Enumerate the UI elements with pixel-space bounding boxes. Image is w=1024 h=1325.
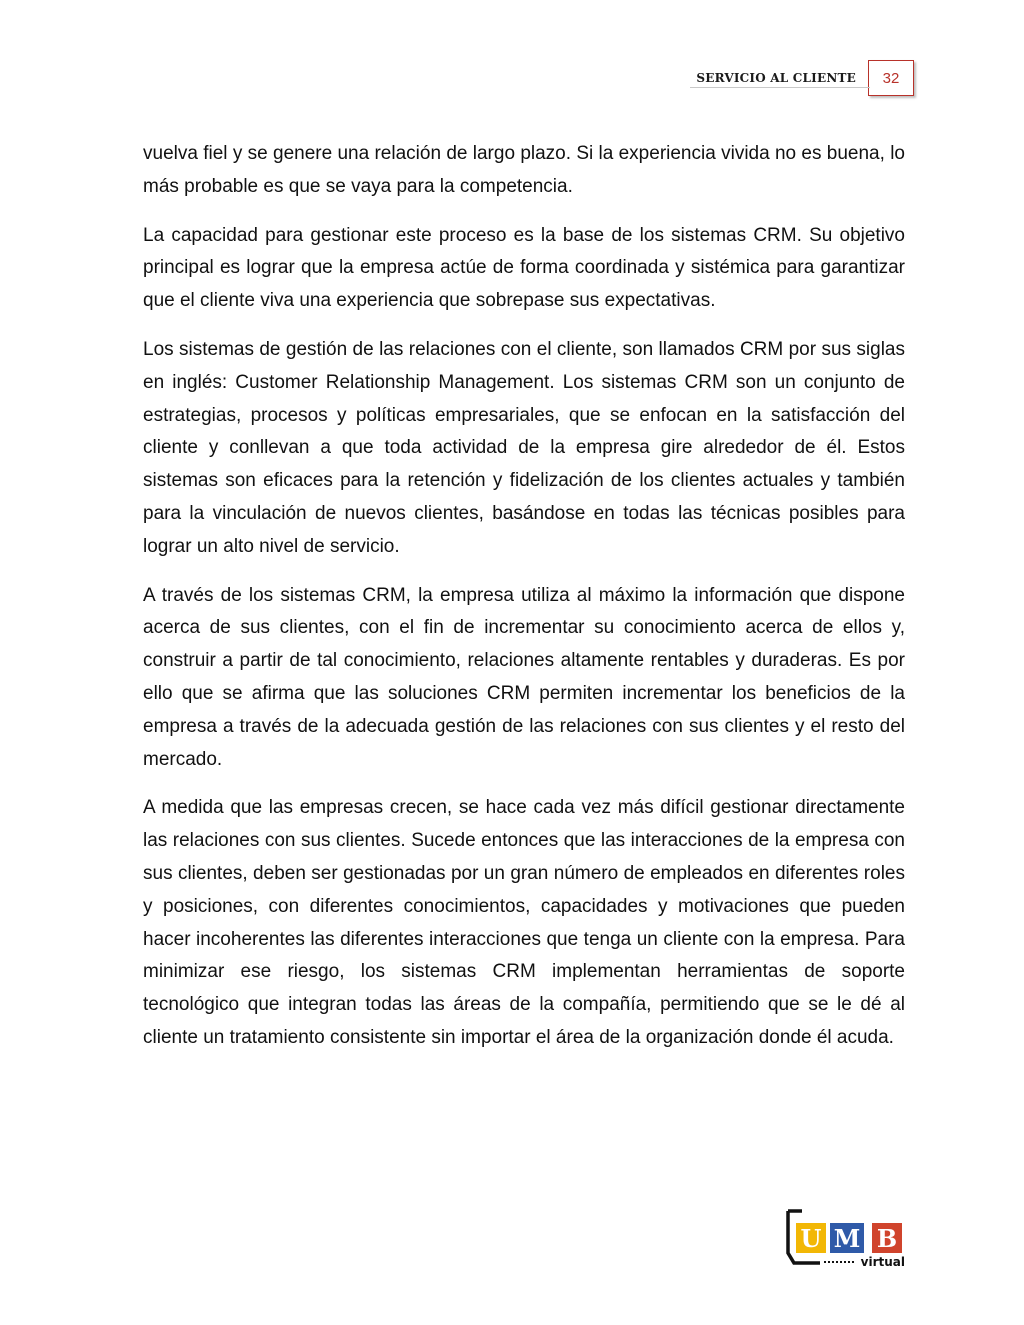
paragraph: A medida que las empresas crecen, se hace cada vez más difícil gestionar directamente las relaciones con sus clientes. Sucede entonces que las interacciones de la empresa con sus clientes, deben ser gestionadas por un gran número de empleados en diferentes roles y posiciones, con diferentes conocimientos, capacidades y motivaciones que pueden hacer incoherentes las diferentes interacciones que tenga un cliente con la empresa. Para minimizar ese riesgo, los sistemas CRM implementan herramientas de soporte tecnológico que integran todas las áreas de la compañía, permitiendo que se le dé al cliente un tratamiento consistente sin importar el área de la organización donde él acuda. bbox=[143, 797, 905, 1048]
page-header bbox=[696, 60, 914, 96]
header-rule bbox=[690, 87, 870, 88]
logo-virtual-text: virtual bbox=[860, 1255, 905, 1269]
umb-virtual-logo bbox=[780, 1205, 910, 1275]
paragraph: La capacidad para gestionar este proceso es la base de los sistemas CRM. Su objetivo principal es lograr que la empresa actúe de forma coordinada y sistémica para garantizar que el cliente viva una experiencia que sobrepase sus expectativas. bbox=[143, 224, 905, 312]
header-title: SERVICIO AL CLIENTE bbox=[696, 71, 856, 85]
logo-m-letter: M bbox=[833, 1224, 861, 1253]
body-text bbox=[143, 138, 905, 1071]
paragraph: Los sistemas de gestión de las relaciones con el cliente, son llamados CRM por sus siglas en inglés: Customer Relationship Management. Los sistemas CRM son un conjunto de estrategias, procesos y políticas empresariales, que se enfocan en la satisfacción del cliente y conllevan a que toda actividad de la empresa gire alrededor de él. Estos sistemas son eficaces para la retención y fidelización de los clientes actuales y también para la vinculación de nuevos clientes, basándose en todas las técnicas posibles para lograr un alto nivel de servicio. bbox=[143, 338, 905, 557]
logo-b-letter: B bbox=[876, 1224, 898, 1253]
paragraph: vuelva fiel y se genere una relación de largo plazo. Si la experiencia vivida no es buena, lo más probable es que se vaya para la competencia. bbox=[143, 143, 905, 197]
logo-u-letter: U bbox=[800, 1224, 822, 1253]
paragraph: A través de los sistemas CRM, la empresa utiliza al máximo la información que dispone acerca de sus clientes, con el fin de incrementar su conocimiento acerca de ellos y, construir a partir de tal conocimiento, relaciones altamente rentables y duraderas. Es por ello que se afirma que las soluciones CRM permiten incrementar los beneficios de la empresa a través de la adecuada gestión de las relaciones con sus clientes y el resto del mercado. bbox=[143, 584, 905, 770]
page-number: 32 bbox=[868, 60, 914, 96]
